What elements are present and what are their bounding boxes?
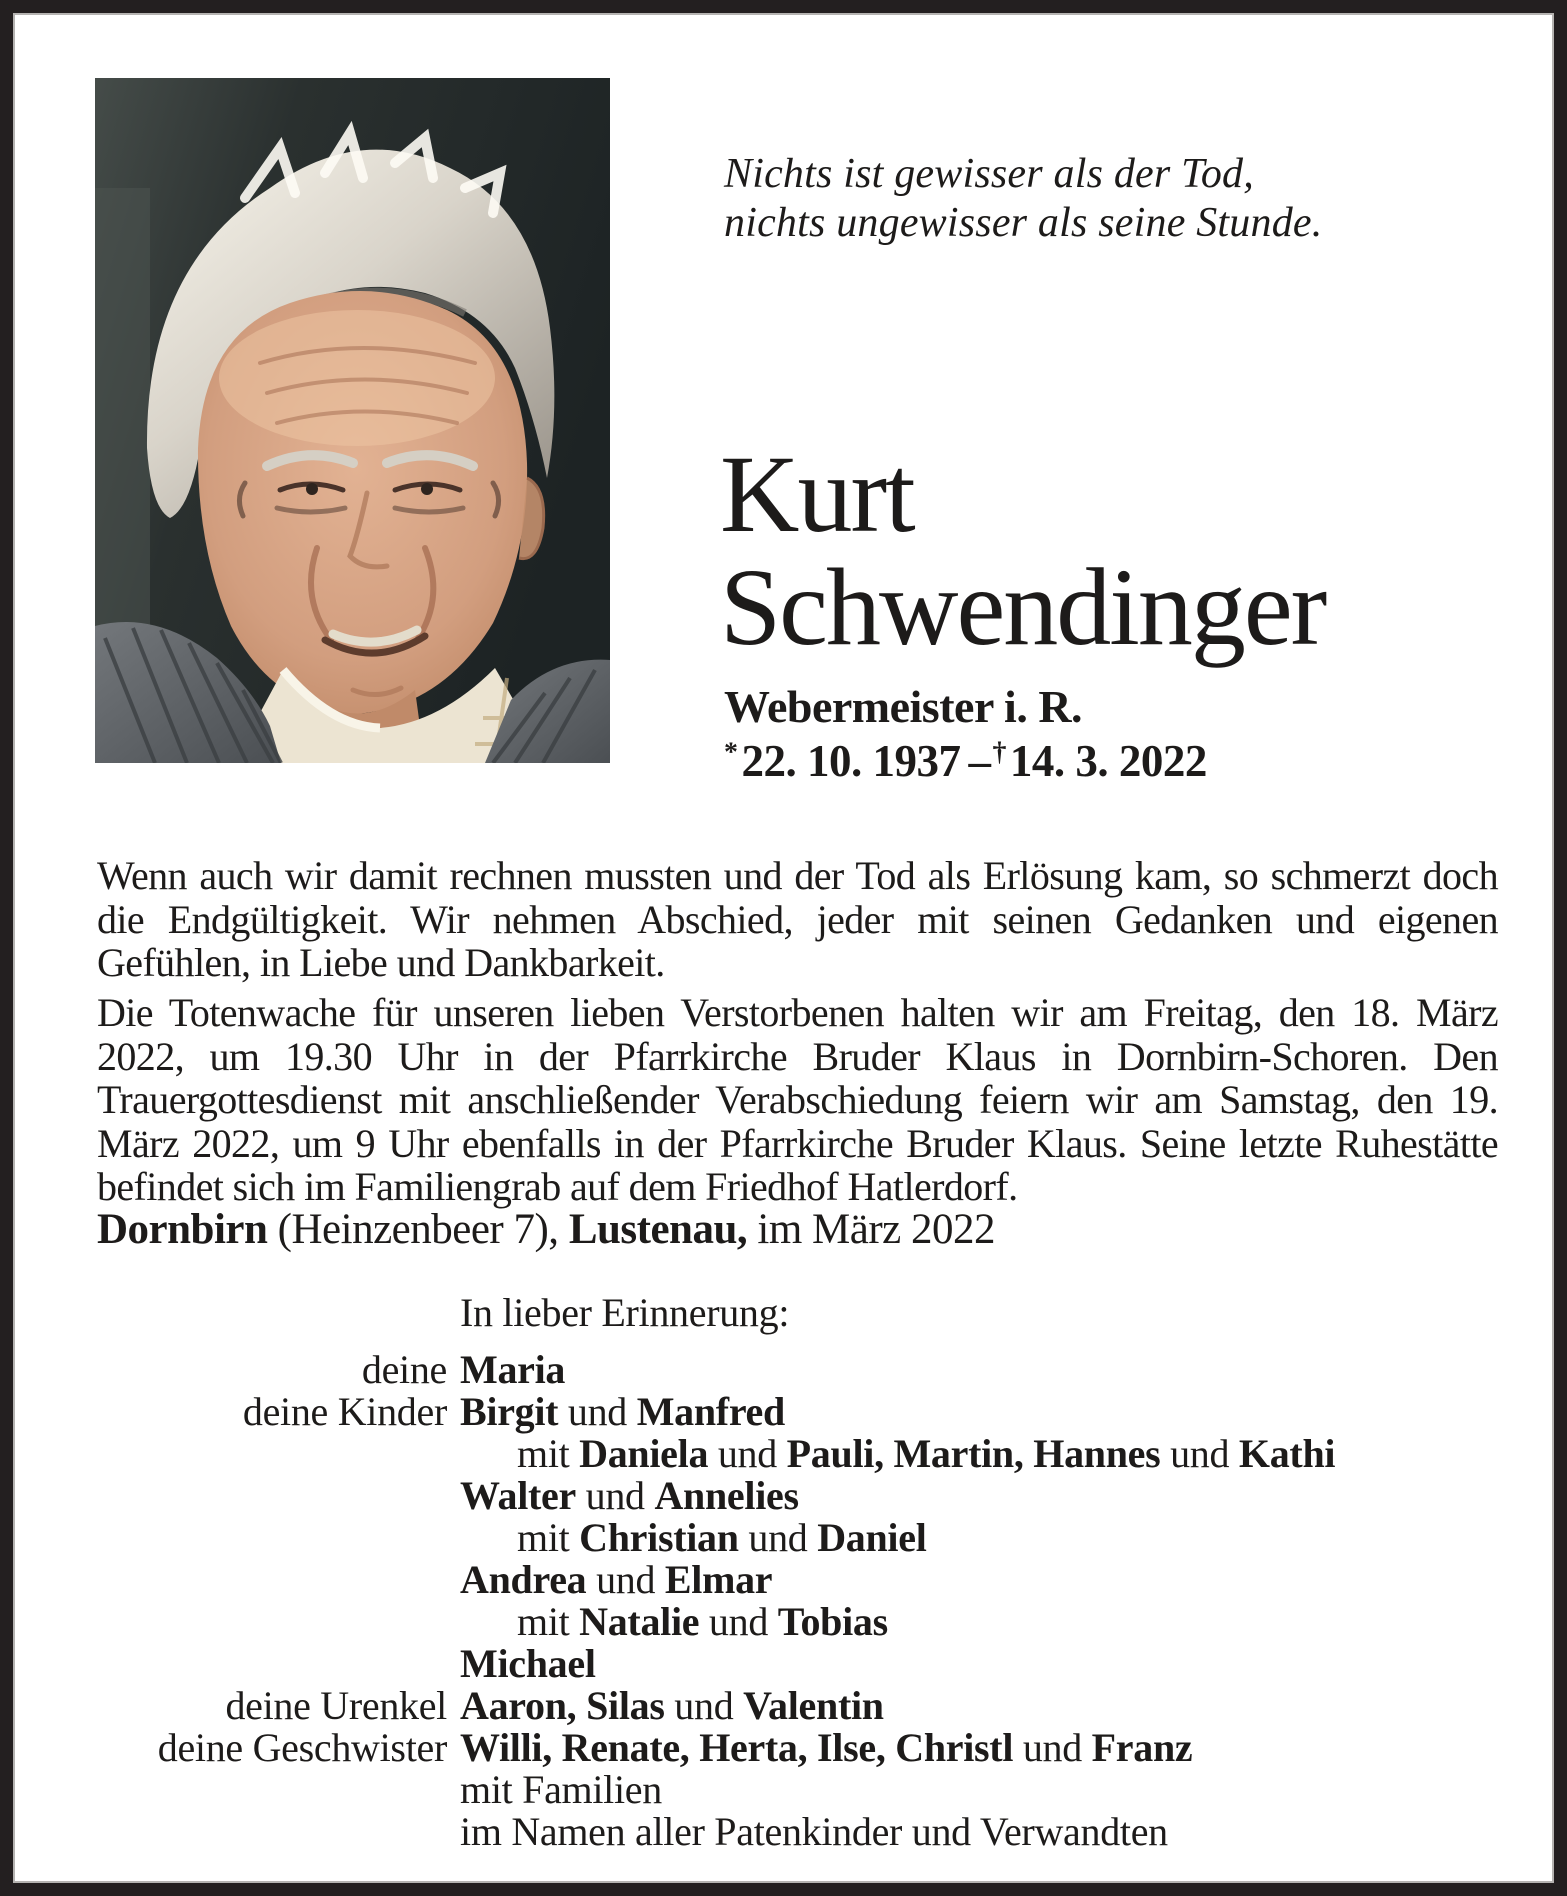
text-segment: Valentin bbox=[743, 1683, 884, 1728]
text-segment: und bbox=[708, 1431, 787, 1476]
text-segment: und bbox=[664, 1683, 744, 1728]
remembrance-names bbox=[460, 1769, 662, 1811]
deceased-last-name: Schwendinger bbox=[720, 546, 1326, 668]
death-symbol: † bbox=[992, 736, 1006, 768]
remembrance-row bbox=[97, 1685, 1507, 1727]
text-segment: Kathi bbox=[1238, 1431, 1336, 1476]
text-segment: Pauli, Martin, Hannes bbox=[786, 1431, 1161, 1476]
text-segment: Elmar bbox=[664, 1557, 773, 1602]
text-segment: Daniel bbox=[817, 1515, 927, 1560]
remembrance-names bbox=[460, 1433, 1335, 1475]
text-segment: Christian bbox=[579, 1515, 739, 1560]
text-segment: Aaron, Silas bbox=[460, 1683, 665, 1728]
text-segment: und bbox=[699, 1599, 778, 1644]
quote-line-2: nichts ungewisser als seine Stunde. bbox=[724, 200, 1323, 246]
text-segment: mit Familien bbox=[460, 1767, 662, 1812]
remembrance-row bbox=[97, 1349, 1507, 1391]
portrait-photo bbox=[95, 78, 610, 763]
text-segment: und bbox=[575, 1473, 655, 1518]
text-segment: Manfred bbox=[636, 1389, 785, 1434]
remembrance-names bbox=[460, 1727, 1192, 1769]
text-segment: mit bbox=[517, 1599, 580, 1644]
text-segment: Daniela bbox=[579, 1431, 709, 1476]
text-segment: Dornbirn bbox=[97, 1206, 268, 1253]
life-dates bbox=[724, 735, 1207, 787]
remembrance-row bbox=[97, 1433, 1507, 1475]
text-segment: Franz bbox=[1091, 1725, 1193, 1770]
birth-date: 22. 10. 1937 bbox=[741, 736, 961, 786]
text-segment: Maria bbox=[460, 1347, 566, 1392]
remembrance-row bbox=[97, 1391, 1507, 1433]
remembrance-names bbox=[460, 1601, 888, 1643]
death-date: 14. 3. 2022 bbox=[1009, 736, 1207, 786]
remembrance-row bbox=[97, 1517, 1507, 1559]
text-segment: Walter bbox=[460, 1473, 576, 1518]
text-segment: (Heinzenbeer 7), bbox=[267, 1206, 569, 1253]
text-segment: mit bbox=[517, 1431, 580, 1476]
remembrance-row bbox=[97, 1811, 1507, 1853]
remembrance-header: In lieber Erinnerung: bbox=[460, 1290, 790, 1335]
text-segment: Andrea bbox=[460, 1557, 587, 1602]
text-segment: und bbox=[738, 1515, 818, 1560]
remembrance-relation-label: deine Kinder bbox=[242, 1389, 447, 1434]
remembrance-list bbox=[97, 1349, 1507, 1853]
remembrance-row bbox=[97, 1559, 1507, 1601]
remembrance-relation-label: deine Geschwister bbox=[157, 1725, 447, 1770]
text-segment: mit bbox=[517, 1515, 580, 1560]
remembrance-row bbox=[97, 1769, 1507, 1811]
dates-separator: – bbox=[968, 736, 991, 786]
birth-symbol: * bbox=[724, 736, 738, 768]
text-segment: Birgit bbox=[460, 1389, 559, 1434]
remembrance-relation-label: deine Urenkel bbox=[225, 1683, 447, 1728]
place-date-line bbox=[97, 1205, 995, 1254]
text-segment: Tobias bbox=[777, 1599, 888, 1644]
obituary-paragraph-funeral: Die Totenwache für unseren lieben Verstorbenen halten wir am Freitag, den 18. März 2022, um 19.30 Uhr in der Pfarrkirche Bruder Klaus in Dornbirn-Schoren. Den Trauergottesdienst mit anschließender Verabschiedung feiern wir am Samstag, den 19. März 2022, um 9 Uhr ebenfalls in der Pfarrkirche Bruder Klaus. Seine letzte Ruhestätte befindet sich im Familiengrab auf dem Friedhof Hatlerdorf. bbox=[97, 990, 1498, 1209]
text-segment: Natalie bbox=[579, 1599, 700, 1644]
obituary-paragraph-condolence: Wenn auch wir damit rechnen mussten und der Tod als Erlösung kam, so schmerzt doch die Endgültigkeit. Wir nehmen Abschied, jeder mit seinen Gedanken und eigenen Gefühlen, in Liebe und Dankbarkeit. bbox=[97, 853, 1498, 985]
remembrance-relation-label: deine bbox=[361, 1347, 447, 1392]
text-segment: Willi, Renate, Herta, Ilse, Christl bbox=[460, 1725, 1014, 1770]
text-segment: und bbox=[558, 1389, 637, 1434]
remembrance-row bbox=[97, 1643, 1507, 1685]
remembrance-names bbox=[460, 1475, 799, 1517]
remembrance-names bbox=[460, 1517, 927, 1559]
profession-title: Webermeister i. R. bbox=[724, 681, 1083, 732]
remembrance-names bbox=[460, 1685, 884, 1727]
deceased-name bbox=[720, 433, 1326, 668]
quote-line-1: Nichts ist gewisser als der Tod, bbox=[724, 151, 1254, 197]
remembrance-names bbox=[460, 1391, 785, 1433]
remembrance-names bbox=[460, 1559, 772, 1601]
text-segment: Lustenau, bbox=[568, 1206, 748, 1253]
memorial-quote bbox=[724, 150, 1322, 248]
text-segment: und bbox=[1013, 1725, 1092, 1770]
remembrance-block bbox=[97, 1292, 1507, 1853]
text-segment: Michael bbox=[460, 1641, 596, 1686]
remembrance-row bbox=[97, 1601, 1507, 1643]
remembrance-row bbox=[97, 1727, 1507, 1769]
remembrance-names bbox=[460, 1349, 565, 1391]
remembrance-row bbox=[97, 1475, 1507, 1517]
text-segment: Annelies bbox=[654, 1473, 799, 1518]
text-segment: und bbox=[586, 1557, 665, 1602]
text-segment: im Namen aller Patenkinder und Verwandten bbox=[460, 1809, 1168, 1854]
remembrance-names bbox=[460, 1643, 596, 1685]
remembrance-names bbox=[460, 1811, 1168, 1853]
deceased-first-name: Kurt bbox=[720, 433, 914, 555]
text-segment: im März 2022 bbox=[747, 1206, 996, 1253]
text-segment: und bbox=[1160, 1431, 1239, 1476]
